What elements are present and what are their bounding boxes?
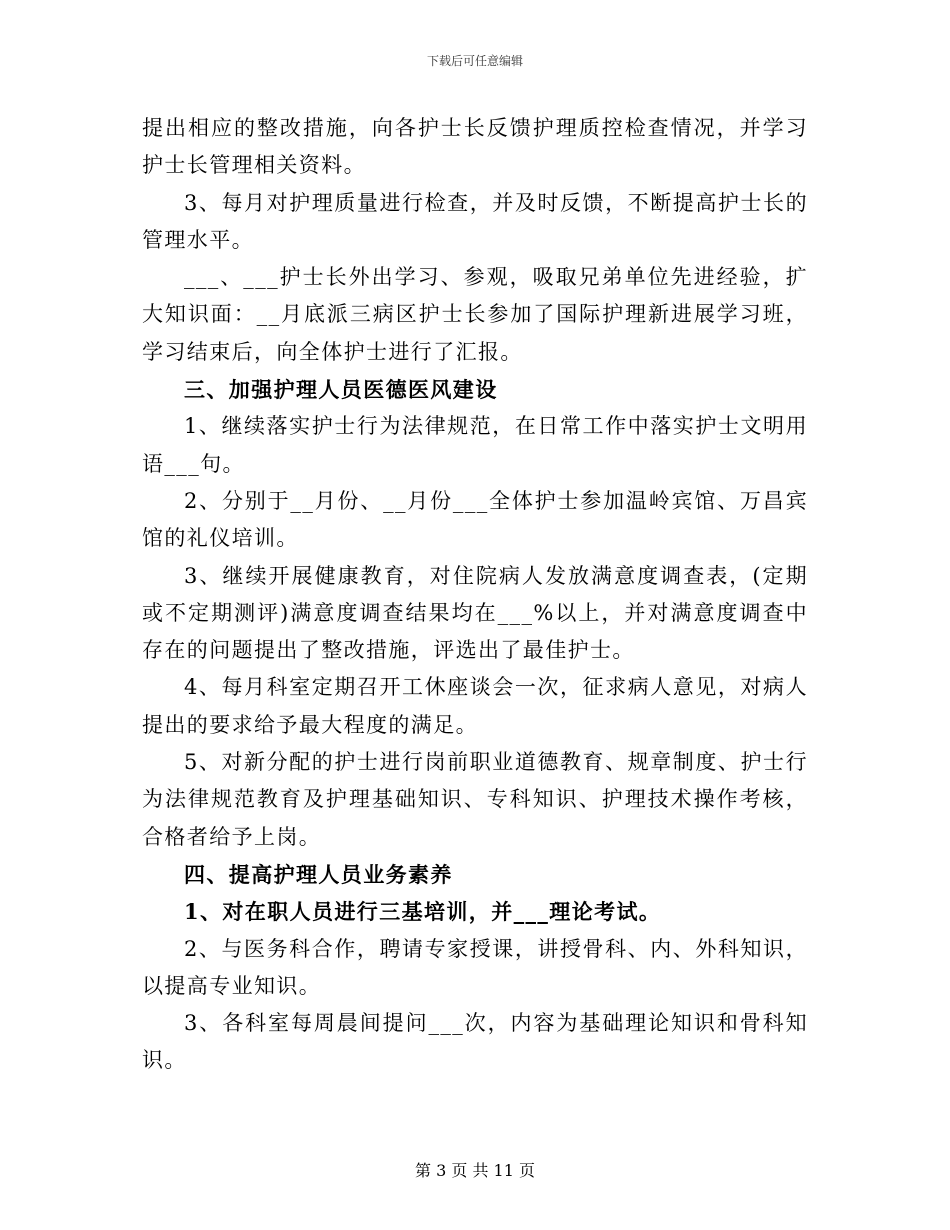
paragraph-8: 5、对新分配的护士进行岗前职业道德教育、规章制度、护士行为法律规范教育及护理基础知识、专科知识、护理技术操作考核，合格者给予上岗。 — [142, 750, 808, 849]
paragraph-4: 1、继续落实护士行为法律规范，在日常工作中落实护士文明用语___句。 — [142, 414, 808, 476]
paragraph-10: 3、各科室每周晨间提问___次，内容为基础理论知识和骨科知识。 — [142, 1011, 808, 1073]
page-header: 下载后可任意编辑 — [426, 54, 523, 68]
paragraph-1: 提出相应的整改措施，向各护士长反馈护理质控检查情况，并学习护士长管理相关资料。 — [142, 116, 808, 178]
paragraph-9: 2、与医务科合作，聘请专家授课，讲授骨科、内、外科知识，以提高专业知识。 — [142, 936, 808, 998]
paragraph-7: 4、每月科室定期召开工休座谈会一次，征求病人意见，对病人提出的要求给予最大程度的满足。 — [142, 675, 808, 737]
paragraph-5: 2、分别于__月份、__月份___全体护士参加温岭宾馆、万昌宾馆的礼仪培训。 — [142, 488, 808, 551]
paragraph-3: ___、___护士长外出学习、参观，吸取兄弟单位先进经验，扩大知识面：__月底派三病区护士长参加了国际护理新进展学习班，学习结束后，向全体护士进行了汇报。 — [142, 265, 808, 364]
bold-item-1: 1、对在职人员进行三基培训，并___理论考试。 — [184, 899, 662, 925]
section-heading-3: 三、加强护理人员医德医风建设 — [184, 377, 498, 403]
document-body — [142, 110, 808, 1080]
section-heading-4: 四、提高护理人员业务素养 — [184, 861, 453, 887]
paragraph-6: 3、继续开展健康教育，对住院病人发放满意度调查表，(定期或不定期测评)满意度调查结果均在___%以上，并对满意度调查中存在的问题提出了整改措施，评选出了最佳护士。 — [142, 563, 808, 663]
page-footer: 第 3 页 共 11 页 — [415, 1161, 535, 1180]
paragraph-2: 3、每月对护理质量进行检查，并及时反馈，不断提高护士长的管理水平。 — [142, 190, 808, 252]
